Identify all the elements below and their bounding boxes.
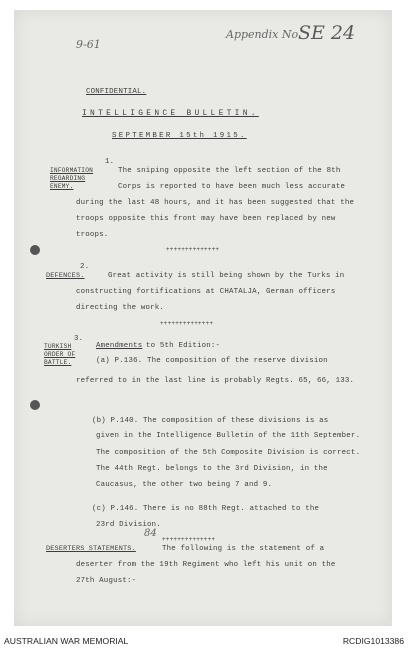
classification: CONFIDENTIAL.	[86, 88, 147, 96]
section-1-line: The sniping opposite the left section of the 8th	[118, 167, 341, 175]
section-3-a-line: referred to in the last line is probably Regts. 65, 66, 133.	[76, 377, 355, 385]
section-1-line: troops opposite this front may have been replaced by new	[76, 215, 336, 223]
section-2-line: directing the work.	[76, 304, 165, 312]
section-4-heading: DESERTERS STATEMENTS.	[46, 545, 136, 553]
separator: ++++++++++++++	[162, 536, 216, 543]
section-1-number: 1.	[105, 158, 115, 166]
separator: ++++++++++++++	[160, 320, 214, 327]
section-1-line: during the last 48 hours, and it has been suggested that the	[76, 199, 355, 207]
section-3-heading-2: ORDER OF	[44, 351, 76, 358]
footer-record-id: RCDIG1013386	[342, 636, 404, 646]
page-mark: 9-61	[76, 38, 101, 51]
document-page	[14, 10, 392, 626]
section-3-c-line: (c) P.146. There is no 88th Regt. attached to the	[92, 505, 320, 513]
section-3-a-line: (a) P.136. The composition of the reserve division	[96, 357, 328, 365]
section-2-line: constructing fortifications at CHATALJA, German officers	[76, 288, 336, 296]
section-3-b-line: Caucasus, the other two being 7 and 9.	[96, 481, 273, 489]
section-2-number: 2.	[80, 263, 90, 271]
section-3-b-line: The composition of the 5th Composite Division is correct.	[96, 449, 361, 457]
section-1-line: troops.	[76, 231, 109, 239]
punch-hole-top	[30, 245, 40, 255]
section-3-b-line: The 44th Regt. belongs to the 3rd Division, in the	[96, 465, 328, 473]
bulletin-title: INTELLIGENCE BULLETIN.	[82, 109, 259, 118]
appendix-label: Appendix No.	[226, 28, 302, 41]
section-3-b-line: (b) P.140. The composition of these divisions is as	[92, 417, 329, 425]
appendix-number: SE 24	[298, 22, 356, 44]
section-1-heading-2: REGARDING	[50, 175, 86, 182]
section-3-c-line: 23rd Division.	[96, 521, 161, 529]
section-1-heading-3: ENEMY.	[50, 183, 74, 190]
amendments-label: Amendments	[96, 342, 143, 350]
section-1-line: Corps is reported to have been much less accurate	[118, 183, 346, 191]
section-2-line: Great activity is still being shown by the Turks in	[108, 272, 345, 280]
bulletin-date: SEPTEMBER 15th 1915.	[112, 132, 247, 140]
section-3-heading-3: BATTLE.	[44, 359, 72, 366]
handwritten-annotation: 84	[144, 528, 157, 539]
section-3-b-line: given in the Intelligence Bulletin of the 11th September.	[96, 432, 361, 440]
section-4-line: deserter from the 19th Regiment who left his unit on the	[76, 561, 336, 569]
separator: ++++++++++++++	[166, 246, 220, 253]
section-4-line: 27th August:-	[76, 577, 137, 585]
amendments-rest: to 5th Edition:-	[146, 342, 221, 350]
section-1-heading-1: INFORMATION	[50, 167, 94, 174]
section-4-line: The following is the statement of a	[162, 545, 325, 553]
section-3-heading-1: TURKISH	[44, 343, 72, 350]
section-3-number: 3.	[74, 335, 84, 343]
punch-hole-bottom	[30, 400, 40, 410]
footer-archive-label: AUSTRALIAN WAR MEMORIAL	[4, 636, 129, 646]
section-2-heading: DEFENCES.	[46, 272, 85, 280]
